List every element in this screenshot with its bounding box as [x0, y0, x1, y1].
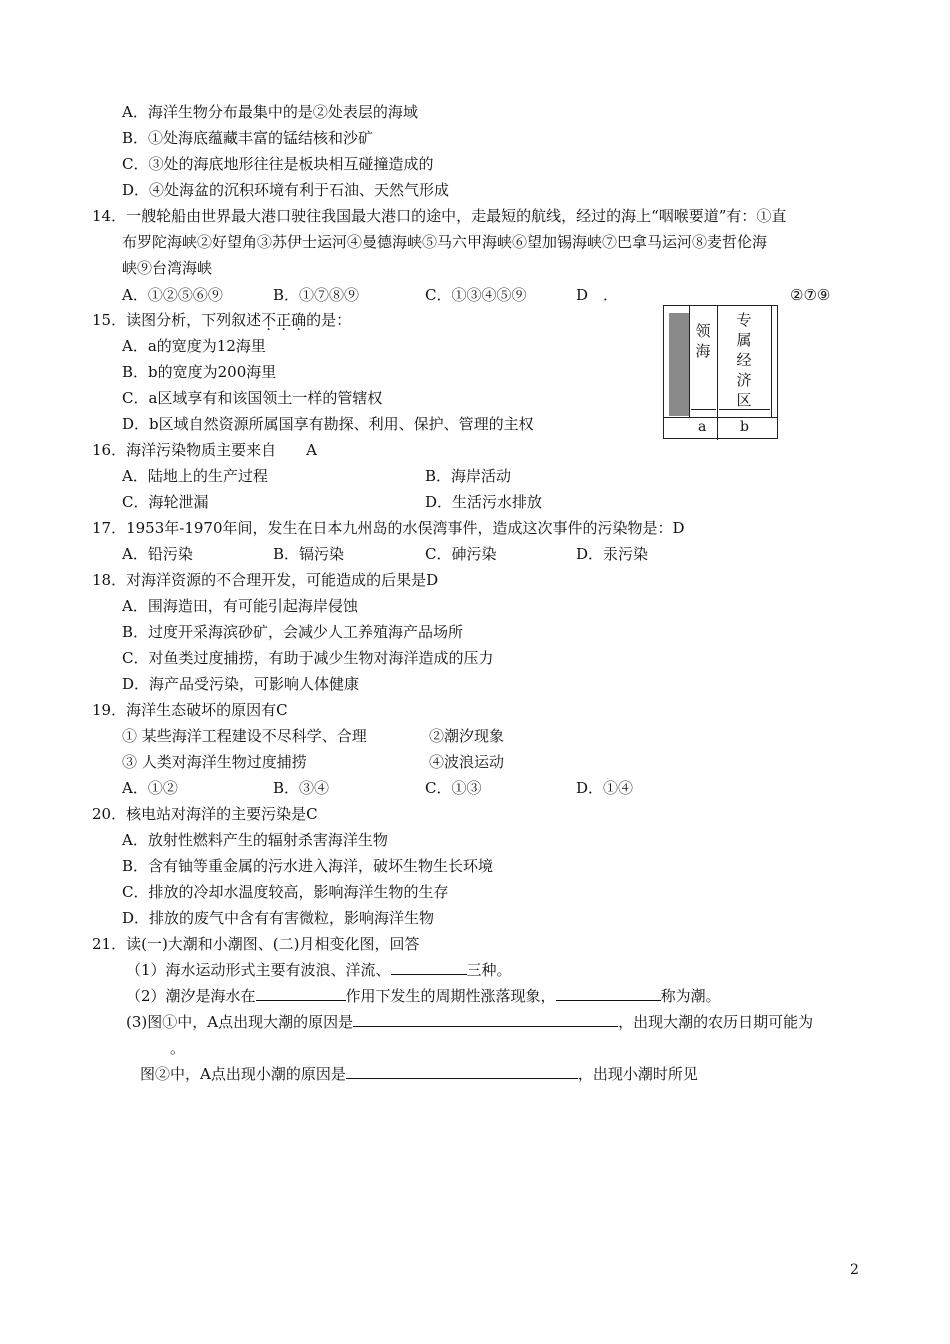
q15-option-a: A．a的宽度为12海里 [122, 337, 266, 355]
q17-stem: 17．1953年-1970年间，发生在日本九州岛的水俣湾事件，造成这次事件的污染物是：D [92, 519, 685, 537]
q18-option-c: C．对鱼类过度捕捞，有助于减少生物对海洋造成的压力 [122, 649, 494, 667]
q16-option-c: C．海轮泄漏 [122, 493, 209, 511]
q14-option-d-label: D ． [576, 286, 619, 304]
width-axis-line [664, 417, 777, 418]
q20-option-c: C．排放的冷却水温度较高，影响海洋生物的生存 [122, 883, 449, 901]
q17-option-d: D．汞污染 [576, 545, 649, 563]
q18-option-b: B．过度开采海滨砂矿，会减少人工养殖海产品场所 [122, 623, 464, 641]
q15-option-d: D．b区域自然资源所属国享有勘探、利用、保护、管理的主权 [122, 415, 534, 433]
q19-item-4: ④波浪运动 [429, 753, 505, 771]
q14-option-d-value: ②⑦⑨ [790, 286, 831, 304]
q15-stem-post: 的是： [306, 311, 352, 329]
page-number: 2 [850, 1262, 859, 1278]
q15-emphasis-char: 确 [291, 311, 307, 329]
q13-option-c: C．③处的海底地形往往是板块相互碰撞造成的 [122, 155, 434, 173]
q19-option-c: C．①③ [425, 779, 482, 797]
q18-option-a: A．围海造田，有可能引起海岸侵蚀 [122, 597, 358, 615]
q20-option-d: D．排放的废气中含有有害微粒，影响海洋生物 [122, 909, 435, 927]
width-arrow-b [719, 409, 770, 410]
q13-option-b: B．①处海底蕴藏丰富的锰结核和沙矿 [122, 129, 374, 147]
width-label-a: a [698, 419, 707, 435]
q16-option-b: B．海岸活动 [425, 467, 512, 485]
q14-stem-line3: 峡⑨台湾海峡 [122, 259, 213, 277]
q15-option-b: B．b的宽度为200海里 [122, 363, 277, 381]
q14-stem-line1: 14．一艘轮船由世界最大港口驶往我国最大港口的途中，走最短的航线，经过的海上“咽喉要道”有：①直 [92, 207, 787, 225]
width-arrow-a [691, 409, 716, 410]
q15-option-c: C．a区域享有和该国领土一样的管辖权 [122, 389, 383, 407]
q18-option-d: D．海产品受污染，可影响人体健康 [122, 675, 360, 693]
q19-option-b: B．③④ [273, 779, 330, 797]
q19-item-2: ②潮汐现象 [429, 727, 505, 745]
baseline-line [689, 306, 690, 417]
q15-stem [92, 310, 351, 330]
q20-stem: 20．核电站对海洋的主要污染是C [92, 805, 318, 823]
q15-emphasis-char: 正 [276, 311, 292, 329]
maritime-zones-diagram [663, 305, 778, 439]
q21-stem: 21．读(一)大潮和小潮图、(二)月相变化图，回答 [92, 935, 420, 953]
q17-option-c: C．砷污染 [425, 545, 497, 563]
q13-option-a: A．海洋生物分布最集中的是②处表层的海域 [122, 103, 418, 121]
q14-option-b: B．①⑦⑧⑨ [273, 286, 360, 304]
territorial-sea-boundary [717, 306, 718, 440]
eez-label: 专属经济区 [736, 311, 752, 409]
q13-option-d: D．④处海盆的沉积环境有利于石油、天然气形成 [122, 181, 450, 199]
q14-stem-line2: 布罗陀海峡②好望角③苏伊士运河④曼德海峡⑤马六甲海峡⑥望加锡海峡⑦巴拿马运河⑧麦哲伦海 [122, 233, 768, 251]
q20-option-b: B．含有铀等重金属的污水进入海洋，破坏生物生长环境 [122, 857, 494, 875]
q21-part1: （1）海水运动形式主要有波浪、洋流、 三种。 [126, 961, 512, 979]
answer-blank[interactable] [256, 986, 346, 1001]
q16-option-d: D．生活污水排放 [425, 493, 543, 511]
q17-option-a: A．铅污染 [122, 545, 193, 563]
q17-option-b: B．镉污染 [273, 545, 345, 563]
answer-blank[interactable] [391, 960, 467, 975]
width-label-b: b [740, 419, 749, 435]
q14-option-c: C．①③④⑤⑨ [425, 286, 527, 304]
q19-item-1: ① 某些海洋工程建设不尽科学、合理 [122, 727, 367, 745]
eez-boundary [771, 306, 772, 417]
q18-stem: 18．对海洋资源的不合理开发，可能造成的后果是D [92, 571, 439, 589]
q15-emphasis-char: 不 [261, 311, 277, 329]
land-area [669, 313, 689, 416]
q19-option-d: D．①④ [576, 779, 634, 797]
q21-part2: （2）潮汐是海水在 作用下发生的周期性涨落现象， 称为潮。 [126, 987, 721, 1005]
q19-item-3: ③ 人类对海洋生物过度捕捞 [122, 753, 307, 771]
q19-stem: 19．海洋生态破坏的原因有C [92, 701, 288, 719]
q20-option-a: A．放射性燃料产生的辐射杀害海洋生物 [122, 831, 388, 849]
q21-part3: (3)图①中，A点出现大潮的原因是 ，出现大潮的农历日期可能为 [126, 1013, 814, 1031]
q19-option-a: A．①② [122, 779, 178, 797]
territorial-sea-label: 领海 [695, 322, 711, 360]
q16-option-a: A．陆地上的生产过程 [122, 467, 268, 485]
q16-stem: 16．海洋污染物质主要来自 A [92, 441, 317, 459]
q21-part3-end: 。 [170, 1039, 186, 1057]
answer-blank[interactable] [353, 1012, 618, 1027]
q21-part4: 图②中，A点出现小潮的原因是 ，出现小潮时所见 [140, 1065, 698, 1083]
answer-blank[interactable] [556, 986, 661, 1001]
q15-stem-pre: 15．读图分析，下列叙述 [92, 311, 262, 329]
q14-option-a: A．①②⑤⑥⑨ [122, 286, 223, 304]
answer-blank[interactable] [346, 1064, 578, 1079]
